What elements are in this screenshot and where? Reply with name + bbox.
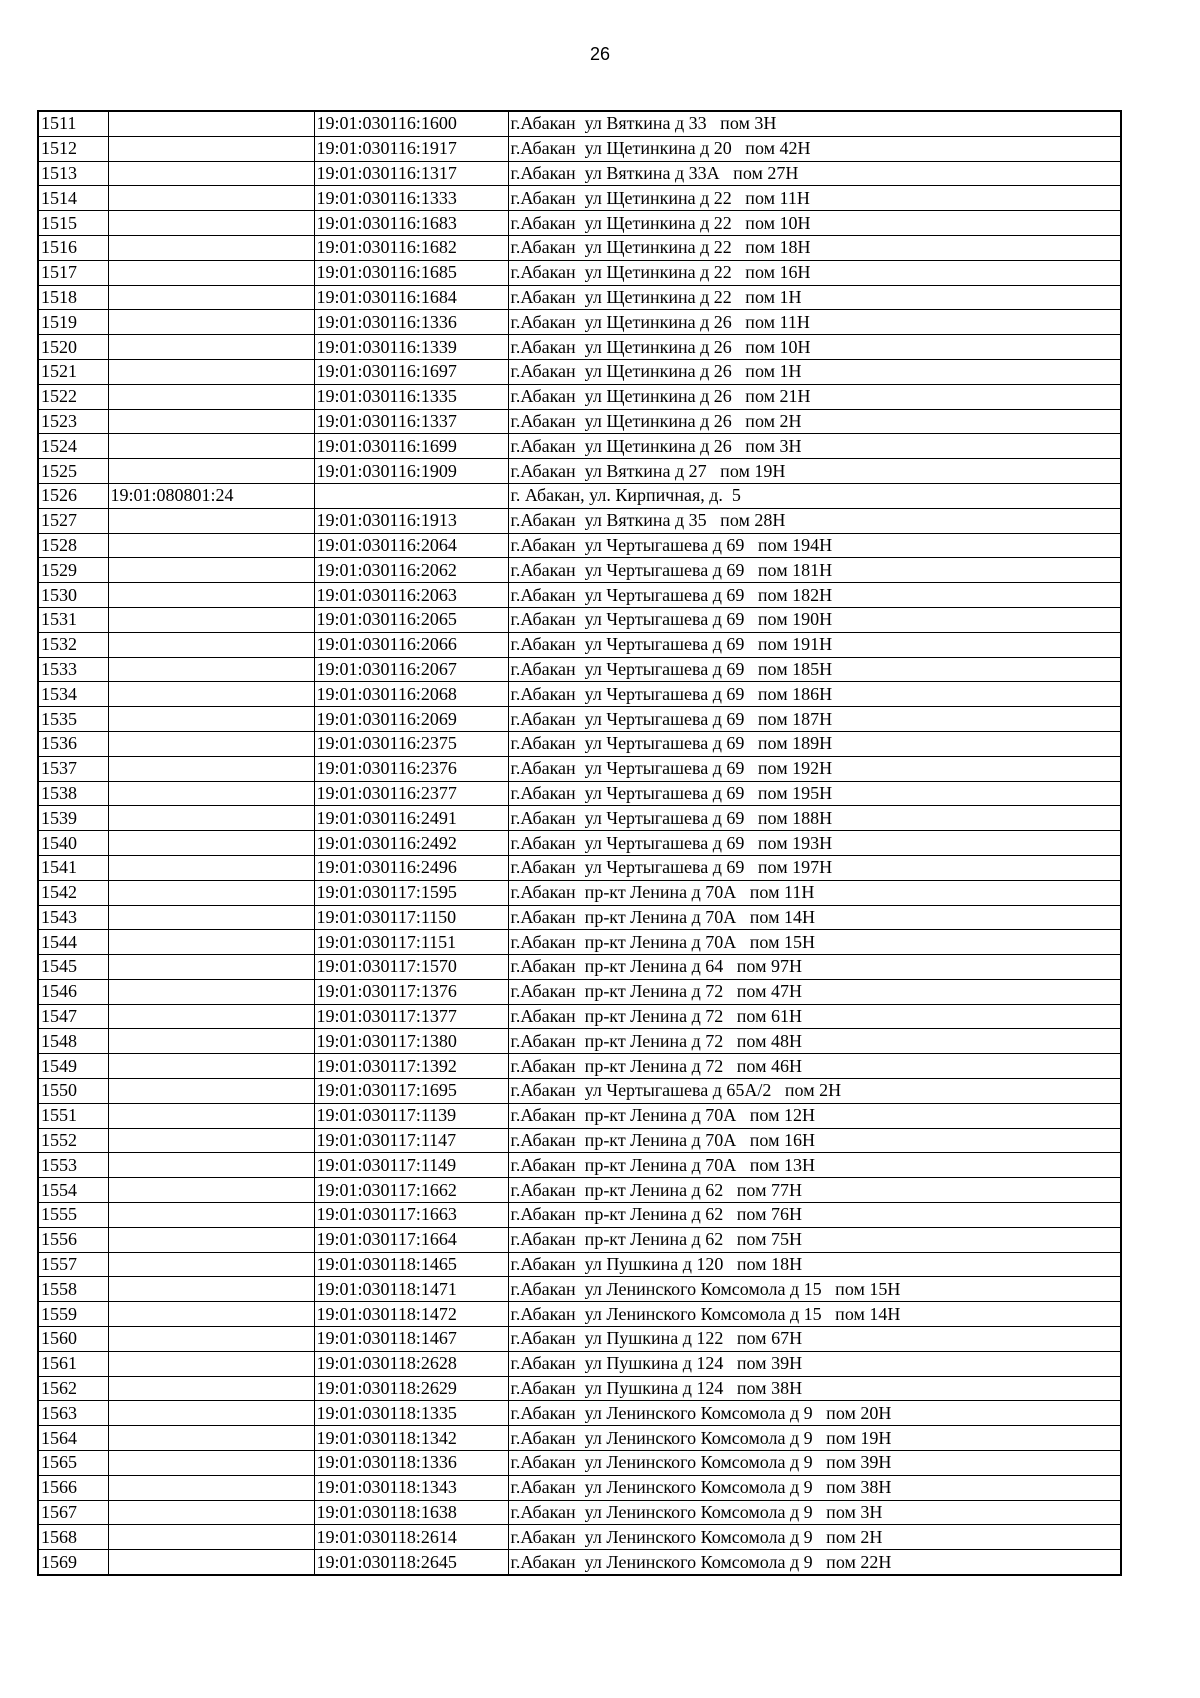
address-cell: г.Абакан ул Щетинкина д 26 пом 11Н — [508, 310, 1121, 335]
table-row — [38, 161, 1121, 186]
table-row — [38, 384, 1121, 409]
address-cell: г.Абакан пр-кт Ленина д 70А пом 15Н — [508, 930, 1121, 955]
address-cell: г.Абакан ул Щетинкина д 26 пом 10Н — [508, 335, 1121, 360]
address-cell: г.Абакан ул Чертыгашева д 65А/2 пом 2Н — [508, 1079, 1121, 1104]
land-cadastral-number-cell — [108, 1550, 314, 1575]
address-cell: г.Абакан пр-кт Ленина д 70А пом 14Н — [508, 905, 1121, 930]
land-cadastral-number-cell — [108, 682, 314, 707]
land-cadastral-number-cell — [108, 136, 314, 161]
address-cell: г.Абакан ул Вяткина д 27 пом 19Н — [508, 459, 1121, 484]
table-row — [38, 434, 1121, 459]
land-cadastral-number-cell: 19:01:080801:24 — [108, 483, 314, 508]
cadastral-number-cell: 19:01:030118:1342 — [314, 1426, 508, 1451]
cadastral-number-cell: 19:01:030116:2067 — [314, 657, 508, 682]
land-cadastral-number-cell — [108, 186, 314, 211]
table-row — [38, 1475, 1121, 1500]
row-number-cell: 1566 — [38, 1475, 108, 1500]
cadastral-number-cell: 19:01:030118:2645 — [314, 1550, 508, 1575]
address-cell: г.Абакан пр-кт Ленина д 72 пом 46Н — [508, 1054, 1121, 1079]
land-cadastral-number-cell — [108, 1525, 314, 1550]
row-number-cell: 1538 — [38, 781, 108, 806]
row-number-cell: 1531 — [38, 607, 108, 632]
row-number-cell: 1569 — [38, 1550, 108, 1575]
cadastral-number-cell: 19:01:030118:1335 — [314, 1401, 508, 1426]
address-cell: г.Абакан ул Чертыгашева д 69 пом 181Н — [508, 558, 1121, 583]
cadastral-number-cell: 19:01:030116:2496 — [314, 855, 508, 880]
address-cell: г.Абакан ул Чертыгашева д 69 пом 182Н — [508, 583, 1121, 608]
row-number-cell: 1530 — [38, 583, 108, 608]
row-number-cell: 1536 — [38, 731, 108, 756]
cadastral-number-cell: 19:01:030116:1317 — [314, 161, 508, 186]
row-number-cell: 1567 — [38, 1500, 108, 1525]
address-cell: г.Абакан ул Чертыгашева д 69 пом 187Н — [508, 707, 1121, 732]
cadastral-number-cell: 19:01:030116:2063 — [314, 583, 508, 608]
address-cell: г.Абакан ул Чертыгашева д 69 пом 194Н — [508, 533, 1121, 558]
land-cadastral-number-cell — [108, 781, 314, 806]
address-cell: г.Абакан пр-кт Ленина д 70А пом 12Н — [508, 1103, 1121, 1128]
land-cadastral-number-cell — [108, 831, 314, 856]
address-cell: г.Абакан ул Вяткина д 33А пом 27Н — [508, 161, 1121, 186]
cadastral-number-cell: 19:01:030116:1682 — [314, 235, 508, 260]
land-cadastral-number-cell — [108, 1054, 314, 1079]
row-number-cell: 1539 — [38, 806, 108, 831]
land-cadastral-number-cell — [108, 1376, 314, 1401]
land-cadastral-number-cell — [108, 1203, 314, 1228]
cadastral-number-cell: 19:01:030116:2491 — [314, 806, 508, 831]
table-row — [38, 558, 1121, 583]
land-cadastral-number-cell — [108, 459, 314, 484]
land-cadastral-number-cell — [108, 384, 314, 409]
address-cell: г.Абакан пр-кт Ленина д 72 пом 48Н — [508, 1029, 1121, 1054]
row-number-cell: 1547 — [38, 1004, 108, 1029]
land-cadastral-number-cell — [108, 1327, 314, 1352]
row-number-cell: 1542 — [38, 880, 108, 905]
row-number-cell: 1518 — [38, 285, 108, 310]
table-row — [38, 781, 1121, 806]
land-cadastral-number-cell — [108, 235, 314, 260]
table-row — [38, 1029, 1121, 1054]
address-cell: г.Абакан ул Щетинкина д 22 пом 10Н — [508, 211, 1121, 236]
cadastral-number-cell: 19:01:030116:1336 — [314, 310, 508, 335]
cadastral-number-cell: 19:01:030118:1467 — [314, 1327, 508, 1352]
cadastral-number-cell: 19:01:030116:1335 — [314, 384, 508, 409]
row-number-cell: 1528 — [38, 533, 108, 558]
land-cadastral-number-cell — [108, 756, 314, 781]
address-cell: г.Абакан ул Ленинского Комсомола д 9 пом 2Н — [508, 1525, 1121, 1550]
land-cadastral-number-cell — [108, 930, 314, 955]
land-cadastral-number-cell — [108, 583, 314, 608]
address-cell: г.Абакан ул Ленинского Комсомола д 9 пом 3Н — [508, 1500, 1121, 1525]
table-row — [38, 1525, 1121, 1550]
table-row — [38, 880, 1121, 905]
land-cadastral-number-cell — [108, 806, 314, 831]
row-number-cell: 1568 — [38, 1525, 108, 1550]
table-row — [38, 1252, 1121, 1277]
cadastral-number-cell: 19:01:030118:2628 — [314, 1351, 508, 1376]
cadastral-number-cell: 19:01:030117:1376 — [314, 979, 508, 1004]
address-cell: г.Абакан ул Щетинкина д 26 пом 2Н — [508, 409, 1121, 434]
address-cell: г.Абакан пр-кт Ленина д 62 пом 75Н — [508, 1227, 1121, 1252]
row-number-cell: 1529 — [38, 558, 108, 583]
land-cadastral-number-cell — [108, 161, 314, 186]
land-cadastral-number-cell — [108, 1252, 314, 1277]
table-row — [38, 930, 1121, 955]
table-row — [38, 359, 1121, 384]
row-number-cell: 1526 — [38, 483, 108, 508]
address-cell: г.Абакан ул Щетинкина д 26 пом 21Н — [508, 384, 1121, 409]
row-number-cell: 1545 — [38, 955, 108, 980]
table-row — [38, 1327, 1121, 1352]
row-number-cell: 1517 — [38, 260, 108, 285]
address-cell: г.Абакан ул Щетинкина д 20 пом 42Н — [508, 136, 1121, 161]
table-row — [38, 508, 1121, 533]
land-cadastral-number-cell — [108, 1351, 314, 1376]
land-cadastral-number-cell — [108, 533, 314, 558]
address-cell: г.Абакан пр-кт Ленина д 70А пом 16Н — [508, 1128, 1121, 1153]
table-row — [38, 533, 1121, 558]
row-number-cell: 1558 — [38, 1277, 108, 1302]
cadastral-number-cell: 19:01:030116:1600 — [314, 111, 508, 136]
address-cell: г.Абакан пр-кт Ленина д 72 пом 47Н — [508, 979, 1121, 1004]
land-cadastral-number-cell — [108, 955, 314, 980]
address-cell: г.Абакан пр-кт Ленина д 64 пом 97Н — [508, 955, 1121, 980]
address-cell: г.Абакан ул Щетинкина д 26 пом 3Н — [508, 434, 1121, 459]
address-cell: г.Абакан ул Чертыгашева д 69 пом 193Н — [508, 831, 1121, 856]
land-cadastral-number-cell — [108, 607, 314, 632]
cadastral-number-cell: 19:01:030116:1684 — [314, 285, 508, 310]
address-cell: г.Абакан ул Пушкина д 124 пом 39Н — [508, 1351, 1121, 1376]
address-cell: г.Абакан ул Вяткина д 33 пом 3Н — [508, 111, 1121, 136]
row-number-cell: 1554 — [38, 1178, 108, 1203]
cadastral-number-cell: 19:01:030117:1149 — [314, 1153, 508, 1178]
table-row — [38, 583, 1121, 608]
cadastral-number-cell: 19:01:030117:1392 — [314, 1054, 508, 1079]
address-cell: г.Абакан ул Чертыгашева д 69 пом 189Н — [508, 731, 1121, 756]
page-number: 26 — [589, 44, 611, 64]
table-row — [38, 409, 1121, 434]
land-cadastral-number-cell — [108, 508, 314, 533]
address-cell: г.Абакан ул Ленинского Комсомола д 9 пом 38Н — [508, 1475, 1121, 1500]
table-row — [38, 1376, 1121, 1401]
row-number-cell: 1512 — [38, 136, 108, 161]
address-cell: г.Абакан пр-кт Ленина д 62 пом 77Н — [508, 1178, 1121, 1203]
table-row — [38, 1153, 1121, 1178]
table-row — [38, 1103, 1121, 1128]
table-row — [38, 1426, 1121, 1451]
land-cadastral-number-cell — [108, 1153, 314, 1178]
cadastral-number-cell: 19:01:030116:2492 — [314, 831, 508, 856]
address-cell: г.Абакан ул Чертыгашева д 69 пом 191Н — [508, 632, 1121, 657]
cadastral-number-cell: 19:01:030116:2065 — [314, 607, 508, 632]
address-cell: г.Абакан ул Пушкина д 120 пом 18Н — [508, 1252, 1121, 1277]
cadastral-number-cell: 19:01:030118:1336 — [314, 1451, 508, 1476]
address-cell: г.Абакан ул Щетинкина д 22 пом 16Н — [508, 260, 1121, 285]
row-number-cell: 1548 — [38, 1029, 108, 1054]
row-number-cell: 1565 — [38, 1451, 108, 1476]
cadastral-number-cell: 19:01:030118:1343 — [314, 1475, 508, 1500]
address-cell: г.Абакан пр-кт Ленина д 62 пом 76Н — [508, 1203, 1121, 1228]
land-cadastral-number-cell — [108, 1451, 314, 1476]
row-number-cell: 1511 — [38, 111, 108, 136]
land-cadastral-number-cell — [108, 1401, 314, 1426]
cadastral-number-cell: 19:01:030116:1917 — [314, 136, 508, 161]
table-row — [38, 111, 1121, 136]
cadastral-number-cell: 19:01:030116:2377 — [314, 781, 508, 806]
land-cadastral-number-cell — [108, 409, 314, 434]
land-cadastral-number-cell — [108, 1302, 314, 1327]
table-row — [38, 1054, 1121, 1079]
table-row — [38, 335, 1121, 360]
cadastral-number-cell: 19:01:030118:2614 — [314, 1525, 508, 1550]
land-cadastral-number-cell — [108, 1227, 314, 1252]
cadastral-number-cell: 19:01:030116:2062 — [314, 558, 508, 583]
land-cadastral-number-cell — [108, 335, 314, 360]
cadastral-number-cell: 19:01:030117:1139 — [314, 1103, 508, 1128]
row-number-cell: 1550 — [38, 1079, 108, 1104]
table-row — [38, 756, 1121, 781]
table-row — [38, 682, 1121, 707]
address-cell: г.Абакан ул Пушкина д 124 пом 38Н — [508, 1376, 1121, 1401]
table-row — [38, 211, 1121, 236]
address-cell: г.Абакан ул Чертыгашева д 69 пом 195Н — [508, 781, 1121, 806]
cadastral-number-cell: 19:01:030117:1380 — [314, 1029, 508, 1054]
table-row — [38, 1079, 1121, 1104]
cadastral-number-cell: 19:01:030116:1333 — [314, 186, 508, 211]
table-row — [38, 310, 1121, 335]
table-row — [38, 1128, 1121, 1153]
land-cadastral-number-cell — [108, 1029, 314, 1054]
address-cell: г.Абакан пр-кт Ленина д 70А пом 13Н — [508, 1153, 1121, 1178]
row-number-cell: 1520 — [38, 335, 108, 360]
address-cell: г.Абакан ул Щетинкина д 22 пом 11Н — [508, 186, 1121, 211]
address-cell: г.Абакан ул Ленинского Комсомола д 15 пом 15Н — [508, 1277, 1121, 1302]
cadastral-number-cell: 19:01:030117:1150 — [314, 905, 508, 930]
land-cadastral-number-cell — [108, 1103, 314, 1128]
row-number-cell: 1532 — [38, 632, 108, 657]
row-number-cell: 1549 — [38, 1054, 108, 1079]
row-number-cell: 1525 — [38, 459, 108, 484]
land-cadastral-number-cell — [108, 359, 314, 384]
land-cadastral-number-cell — [108, 1277, 314, 1302]
cadastral-number-cell: 19:01:030116:1337 — [314, 409, 508, 434]
row-number-cell: 1541 — [38, 855, 108, 880]
table-row — [38, 1004, 1121, 1029]
cadastral-number-cell: 19:01:030117:1664 — [314, 1227, 508, 1252]
table-row — [38, 657, 1121, 682]
table-row — [38, 831, 1121, 856]
cadastral-number-cell: 19:01:030117:1662 — [314, 1178, 508, 1203]
row-number-cell: 1523 — [38, 409, 108, 434]
row-number-cell: 1552 — [38, 1128, 108, 1153]
table-row — [38, 855, 1121, 880]
land-cadastral-number-cell — [108, 1426, 314, 1451]
land-cadastral-number-cell — [108, 979, 314, 1004]
row-number-cell: 1560 — [38, 1327, 108, 1352]
row-number-cell: 1562 — [38, 1376, 108, 1401]
row-number-cell: 1563 — [38, 1401, 108, 1426]
table-row — [38, 1351, 1121, 1376]
address-cell: г.Абакан ул Чертыгашева д 69 пом 192Н — [508, 756, 1121, 781]
land-cadastral-number-cell — [108, 434, 314, 459]
table-row — [38, 979, 1121, 1004]
table-row — [38, 1550, 1121, 1575]
address-cell: г.Абакан ул Ленинского Комсомола д 9 пом 39Н — [508, 1451, 1121, 1476]
cadastral-number-cell: 19:01:030117:1377 — [314, 1004, 508, 1029]
land-cadastral-number-cell — [108, 1079, 314, 1104]
row-number-cell: 1559 — [38, 1302, 108, 1327]
cadastral-number-cell: 19:01:030116:2068 — [314, 682, 508, 707]
row-number-cell: 1535 — [38, 707, 108, 732]
address-cell: г.Абакан ул Ленинского Комсомола д 9 пом 19Н — [508, 1426, 1121, 1451]
row-number-cell: 1524 — [38, 434, 108, 459]
row-number-cell: 1561 — [38, 1351, 108, 1376]
address-cell: г.Абакан ул Чертыгашева д 69 пом 197Н — [508, 855, 1121, 880]
land-cadastral-number-cell — [108, 855, 314, 880]
address-cell: г.Абакан ул Чертыгашева д 69 пом 185Н — [508, 657, 1121, 682]
cadastral-number-cell: 19:01:030116:2066 — [314, 632, 508, 657]
row-number-cell: 1515 — [38, 211, 108, 236]
address-cell: г.Абакан ул Ленинского Комсомола д 9 пом 20Н — [508, 1401, 1121, 1426]
registry-table — [37, 110, 1122, 1576]
table-row — [38, 1500, 1121, 1525]
land-cadastral-number-cell — [108, 211, 314, 236]
land-cadastral-number-cell — [108, 880, 314, 905]
land-cadastral-number-cell — [108, 731, 314, 756]
table-row — [38, 731, 1121, 756]
land-cadastral-number-cell — [108, 707, 314, 732]
table-row — [38, 260, 1121, 285]
cadastral-number-cell: 19:01:030116:1683 — [314, 211, 508, 236]
cadastral-number-cell: 19:01:030118:1472 — [314, 1302, 508, 1327]
row-number-cell: 1557 — [38, 1252, 108, 1277]
row-number-cell: 1555 — [38, 1203, 108, 1228]
row-number-cell: 1533 — [38, 657, 108, 682]
table-row — [38, 806, 1121, 831]
land-cadastral-number-cell — [108, 632, 314, 657]
land-cadastral-number-cell — [108, 310, 314, 335]
address-cell: г.Абакан ул Ленинского Комсомола д 9 пом 22Н — [508, 1550, 1121, 1575]
cadastral-number-cell: 19:01:030117:1663 — [314, 1203, 508, 1228]
address-cell: г. Абакан, ул. Кирпичная, д. 5 — [508, 483, 1121, 508]
cadastral-number-cell: 19:01:030116:1909 — [314, 459, 508, 484]
land-cadastral-number-cell — [108, 260, 314, 285]
address-cell: г.Абакан пр-кт Ленина д 72 пом 61Н — [508, 1004, 1121, 1029]
land-cadastral-number-cell — [108, 1128, 314, 1153]
cadastral-number-cell: 19:01:030118:2629 — [314, 1376, 508, 1401]
row-number-cell: 1553 — [38, 1153, 108, 1178]
table-row — [38, 1401, 1121, 1426]
row-number-cell: 1551 — [38, 1103, 108, 1128]
cadastral-number-cell: 19:01:030118:1465 — [314, 1252, 508, 1277]
land-cadastral-number-cell — [108, 285, 314, 310]
row-number-cell: 1534 — [38, 682, 108, 707]
cadastral-number-cell — [314, 483, 508, 508]
table-row — [38, 459, 1121, 484]
table-row — [38, 955, 1121, 980]
address-cell: г.Абакан ул Пушкина д 122 пом 67Н — [508, 1327, 1121, 1352]
address-cell: г.Абакан ул Чертыгашева д 69 пом 188Н — [508, 806, 1121, 831]
cadastral-number-cell: 19:01:030118:1471 — [314, 1277, 508, 1302]
row-number-cell: 1540 — [38, 831, 108, 856]
address-cell: г.Абакан ул Чертыгашева д 69 пом 190Н — [508, 607, 1121, 632]
cadastral-number-cell: 19:01:030116:1685 — [314, 260, 508, 285]
table-row — [38, 632, 1121, 657]
table-row — [38, 707, 1121, 732]
land-cadastral-number-cell — [108, 657, 314, 682]
table-row — [38, 1178, 1121, 1203]
cadastral-number-cell: 19:01:030116:2064 — [314, 533, 508, 558]
row-number-cell: 1544 — [38, 930, 108, 955]
land-cadastral-number-cell — [108, 1004, 314, 1029]
address-cell: г.Абакан ул Щетинкина д 26 пом 1Н — [508, 359, 1121, 384]
cadastral-number-cell: 19:01:030116:1913 — [314, 508, 508, 533]
row-number-cell: 1514 — [38, 186, 108, 211]
row-number-cell: 1537 — [38, 756, 108, 781]
cadastral-number-cell: 19:01:030116:2376 — [314, 756, 508, 781]
land-cadastral-number-cell — [108, 111, 314, 136]
row-number-cell: 1521 — [38, 359, 108, 384]
row-number-cell: 1513 — [38, 161, 108, 186]
cadastral-number-cell: 19:01:030117:1695 — [314, 1079, 508, 1104]
row-number-cell: 1546 — [38, 979, 108, 1004]
cadastral-number-cell: 19:01:030116:2375 — [314, 731, 508, 756]
table-row — [38, 607, 1121, 632]
land-cadastral-number-cell — [108, 1178, 314, 1203]
table-row — [38, 1451, 1121, 1476]
cadastral-number-cell: 19:01:030118:1638 — [314, 1500, 508, 1525]
land-cadastral-number-cell — [108, 558, 314, 583]
land-cadastral-number-cell — [108, 1500, 314, 1525]
cadastral-number-cell: 19:01:030116:1339 — [314, 335, 508, 360]
cadastral-number-cell: 19:01:030117:1147 — [314, 1128, 508, 1153]
address-cell: г.Абакан ул Ленинского Комсомола д 15 пом 14Н — [508, 1302, 1121, 1327]
address-cell: г.Абакан пр-кт Ленина д 70А пом 11Н — [508, 880, 1121, 905]
cadastral-number-cell: 19:01:030116:1699 — [314, 434, 508, 459]
land-cadastral-number-cell — [108, 905, 314, 930]
registry-table-body — [38, 111, 1121, 1575]
cadastral-number-cell: 19:01:030117:1151 — [314, 930, 508, 955]
table-row — [38, 186, 1121, 211]
table-row — [38, 1227, 1121, 1252]
land-cadastral-number-cell — [108, 1475, 314, 1500]
table-row — [38, 905, 1121, 930]
table-row — [38, 483, 1121, 508]
address-cell: г.Абакан ул Щетинкина д 22 пом 18Н — [508, 235, 1121, 260]
cadastral-number-cell: 19:01:030117:1595 — [314, 880, 508, 905]
address-cell: г.Абакан ул Чертыгашева д 69 пом 186Н — [508, 682, 1121, 707]
cadastral-number-cell: 19:01:030116:2069 — [314, 707, 508, 732]
cadastral-number-cell: 19:01:030116:1697 — [314, 359, 508, 384]
cadastral-number-cell: 19:01:030117:1570 — [314, 955, 508, 980]
row-number-cell: 1527 — [38, 508, 108, 533]
table-row — [38, 136, 1121, 161]
address-cell: г.Абакан ул Щетинкина д 22 пом 1Н — [508, 285, 1121, 310]
row-number-cell: 1519 — [38, 310, 108, 335]
table-row — [38, 1302, 1121, 1327]
row-number-cell: 1543 — [38, 905, 108, 930]
address-cell: г.Абакан ул Вяткина д 35 пом 28Н — [508, 508, 1121, 533]
row-number-cell: 1564 — [38, 1426, 108, 1451]
table-row — [38, 1277, 1121, 1302]
row-number-cell: 1516 — [38, 235, 108, 260]
row-number-cell: 1556 — [38, 1227, 108, 1252]
table-row — [38, 1203, 1121, 1228]
table-row — [38, 285, 1121, 310]
table-row — [38, 235, 1121, 260]
row-number-cell: 1522 — [38, 384, 108, 409]
